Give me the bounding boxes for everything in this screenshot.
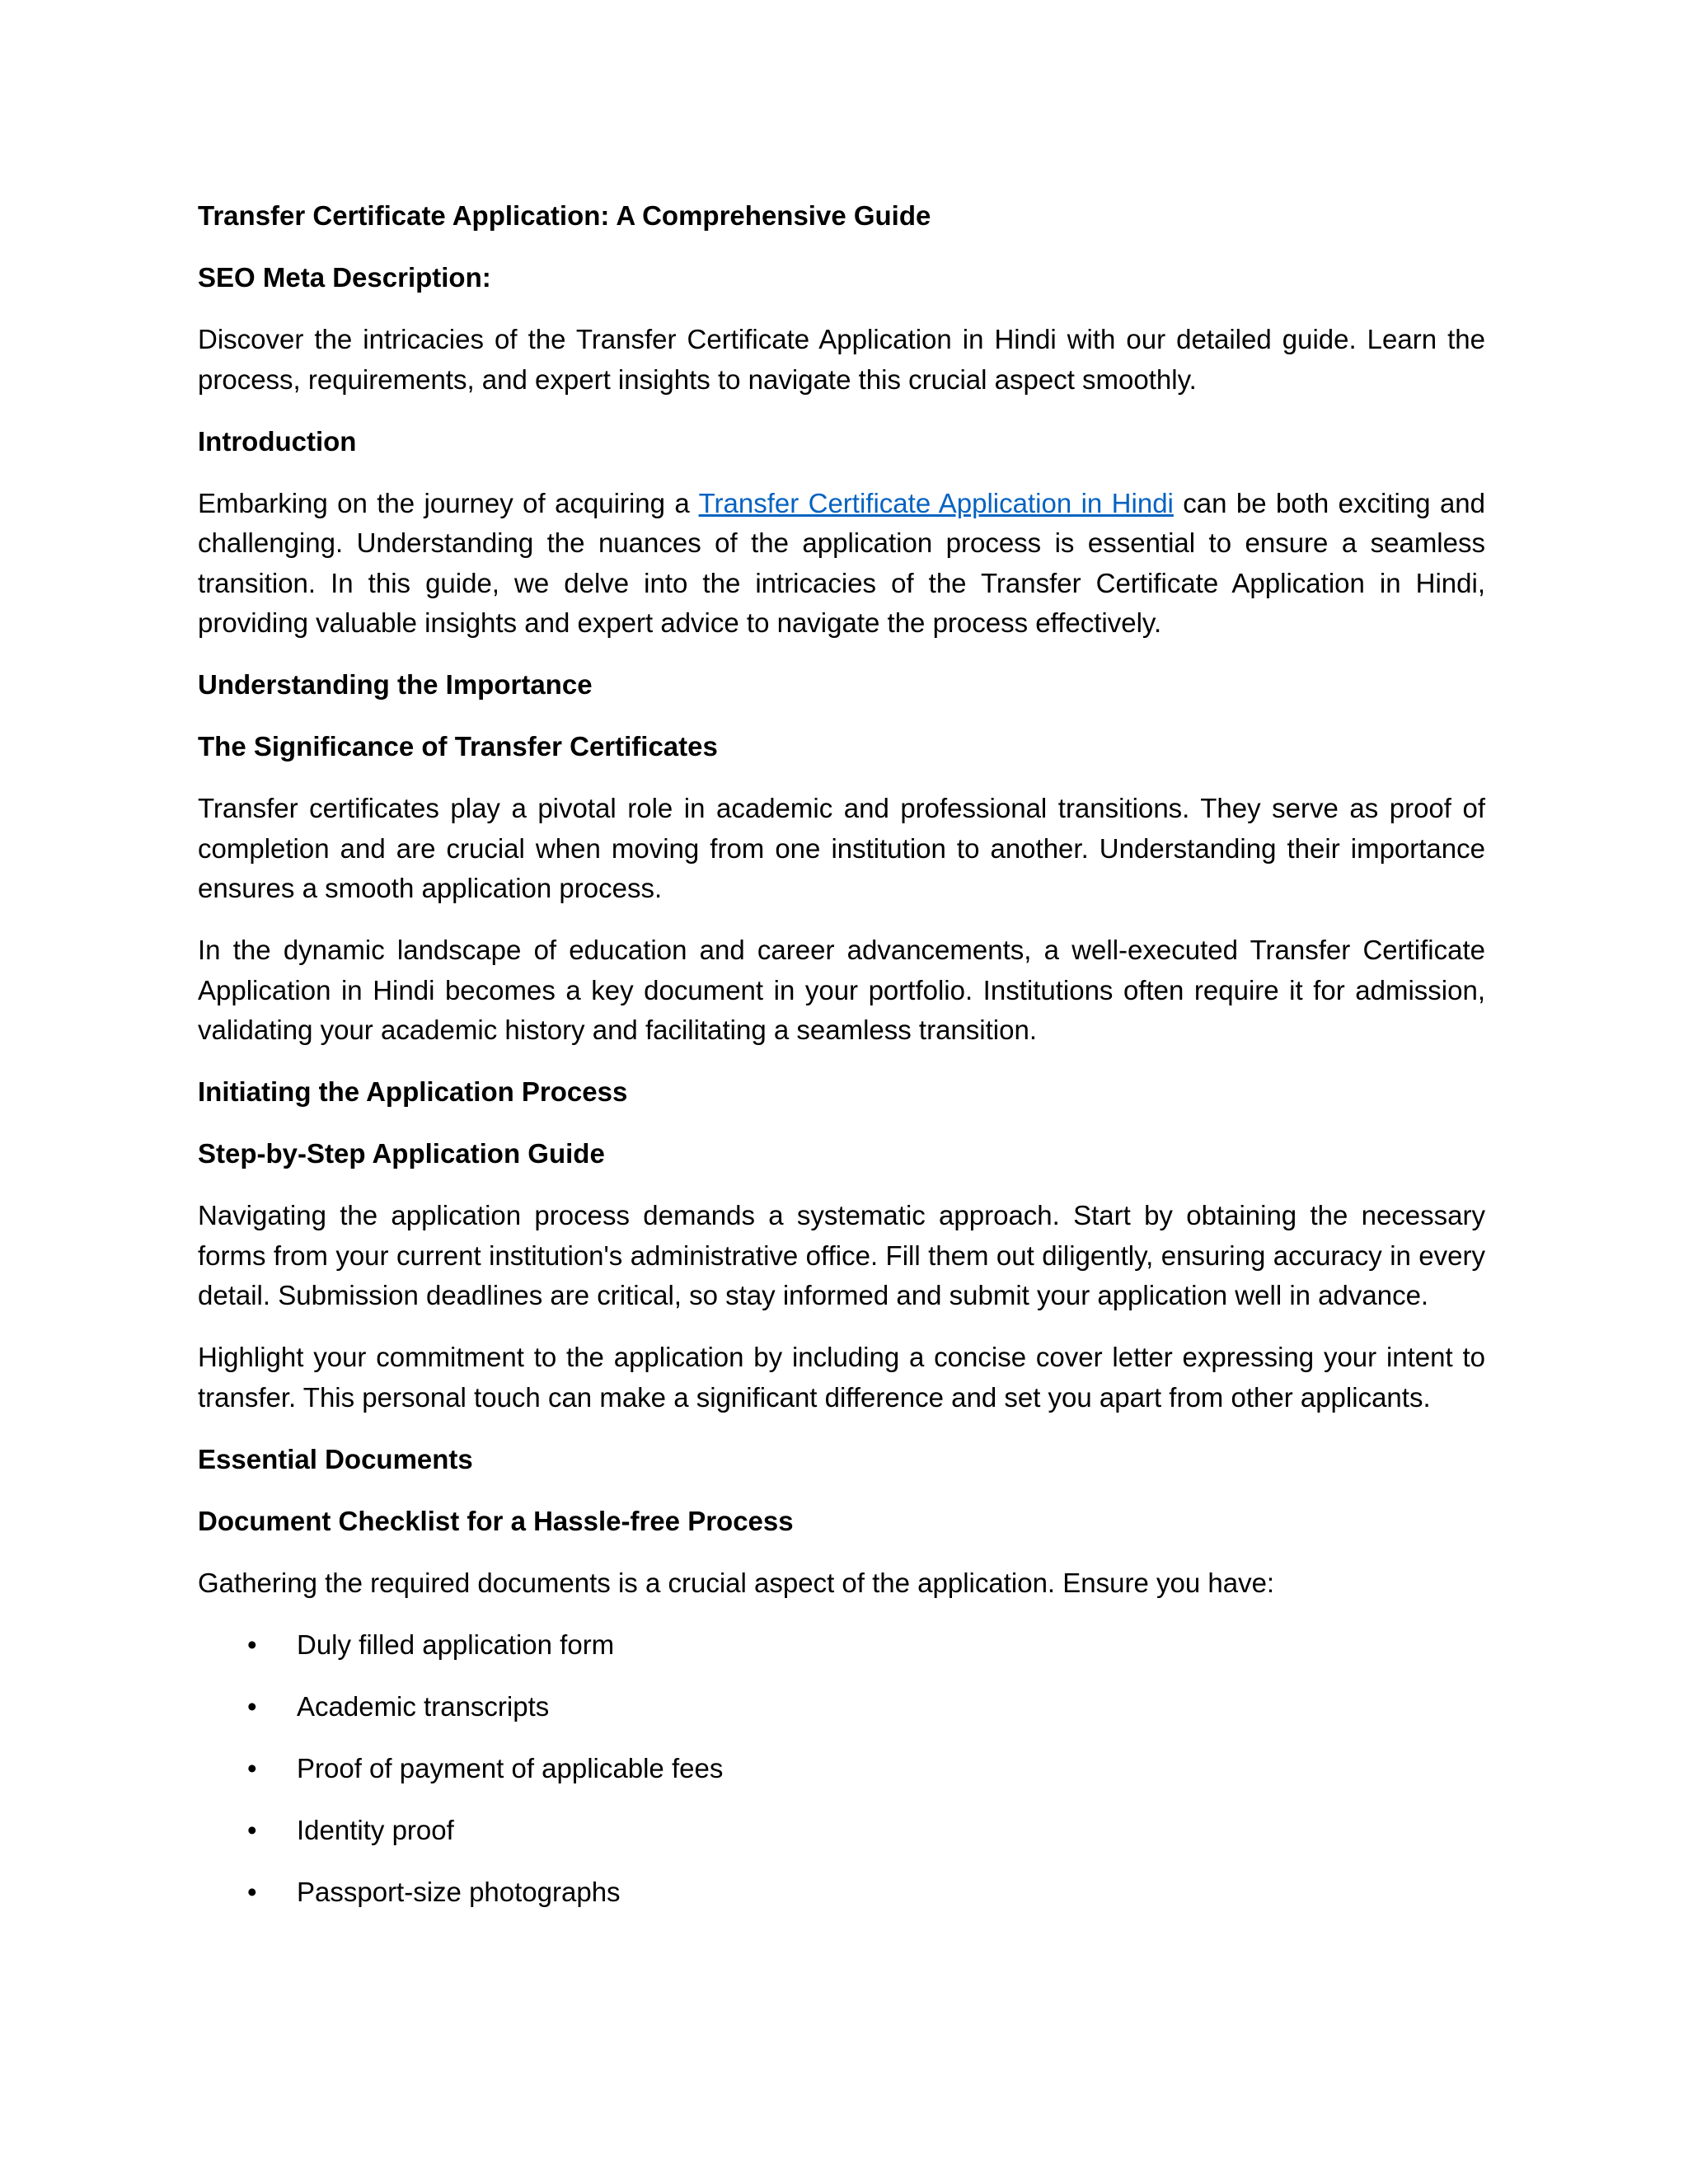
list-item-text: Duly filled application form (297, 1629, 615, 1660)
list-item-text: Passport-size photographs (297, 1876, 621, 1907)
significance-heading: The Significance of Transfer Certificates (198, 731, 718, 762)
bullet: • (247, 1690, 257, 1722)
bullet: • (247, 1814, 257, 1845)
meta-description-heading: SEO Meta Description: (198, 262, 491, 293)
significance-paragraph-1: Transfer certificates play a pivotal role in academic and professional transitions. They serve as proof of completion and are crucial when moving from one institution to another. Understanding their importance ensures a smooth application process. (198, 793, 1485, 903)
significance-paragraph-2: In the dynamic landscape of education and career advancements, a well-executed Transfer Certificate Application in Hindi becomes a key document in your portfolio. Institutions often require it for admission, validating your academic history and facilitating a seamless transition. (198, 935, 1485, 1045)
checklist-intro: Gathering the required documents is a crucial aspect of the application. Ensure you have: (198, 1567, 1275, 1598)
list-item (198, 1749, 1485, 1789)
steps-paragraph-2: Highlight your commitment to the application by including a concise cover letter expressing your intent to transfer. This personal touch can make a significant difference and set you apart from other applicants. (198, 1342, 1485, 1413)
checklist-heading: Document Checklist for a Hassle-free Process (198, 1505, 794, 1536)
initiating-heading: Initiating the Application Process (198, 1076, 628, 1107)
list-item (198, 1687, 1485, 1727)
steps-paragraph-1: Navigating the application process demands a systematic approach. Start by obtaining the necessary forms from your current institution's administrative office. Fill them out diligently, ensuring accuracy in every detail. Submission deadlines are critical, so stay informed and submit your application well in advance. (198, 1200, 1485, 1310)
document-title: Transfer Certificate Application: A Comprehensive Guide (198, 200, 931, 231)
list-item (198, 1872, 1485, 1913)
document-checklist (198, 1625, 1485, 1913)
intro-text-after-link: can be both exciting and challenging. Understanding the nuances of the application process is essential to ensure a seamless transition. In this guide, we delve into the intricacies of the Transfer Certificate Application in Hindi, providing valuable insights and expert advice to navigate the process effectively. (198, 487, 1485, 638)
intro-text-before-link: Embarking on the journey of acquiring a (198, 487, 699, 518)
bullet: • (247, 1752, 257, 1783)
essential-documents-heading: Essential Documents (198, 1443, 473, 1474)
transfer-certificate-link[interactable]: Transfer Certificate Application in Hindi (698, 487, 1174, 518)
list-item-text: Identity proof (297, 1814, 454, 1845)
importance-heading: Understanding the Importance (198, 669, 593, 700)
list-item-text: Proof of payment of applicable fees (297, 1752, 724, 1783)
step-by-step-heading: Step-by-Step Application Guide (198, 1138, 605, 1169)
list-item (198, 1811, 1485, 1851)
list-item-text: Academic transcripts (297, 1690, 550, 1722)
introduction-heading: Introduction (198, 425, 357, 457)
meta-description-text: Discover the intricacies of the Transfer Certificate Application in Hindi with our detailed guide. Learn the process, requirements, and expert insights to navigate this crucial aspect smoothly. (198, 324, 1485, 395)
bullet: • (247, 1629, 257, 1660)
list-item (198, 1625, 1485, 1666)
introduction-paragraph (198, 484, 1485, 644)
bullet: • (247, 1876, 257, 1907)
document-page (198, 196, 1485, 1934)
